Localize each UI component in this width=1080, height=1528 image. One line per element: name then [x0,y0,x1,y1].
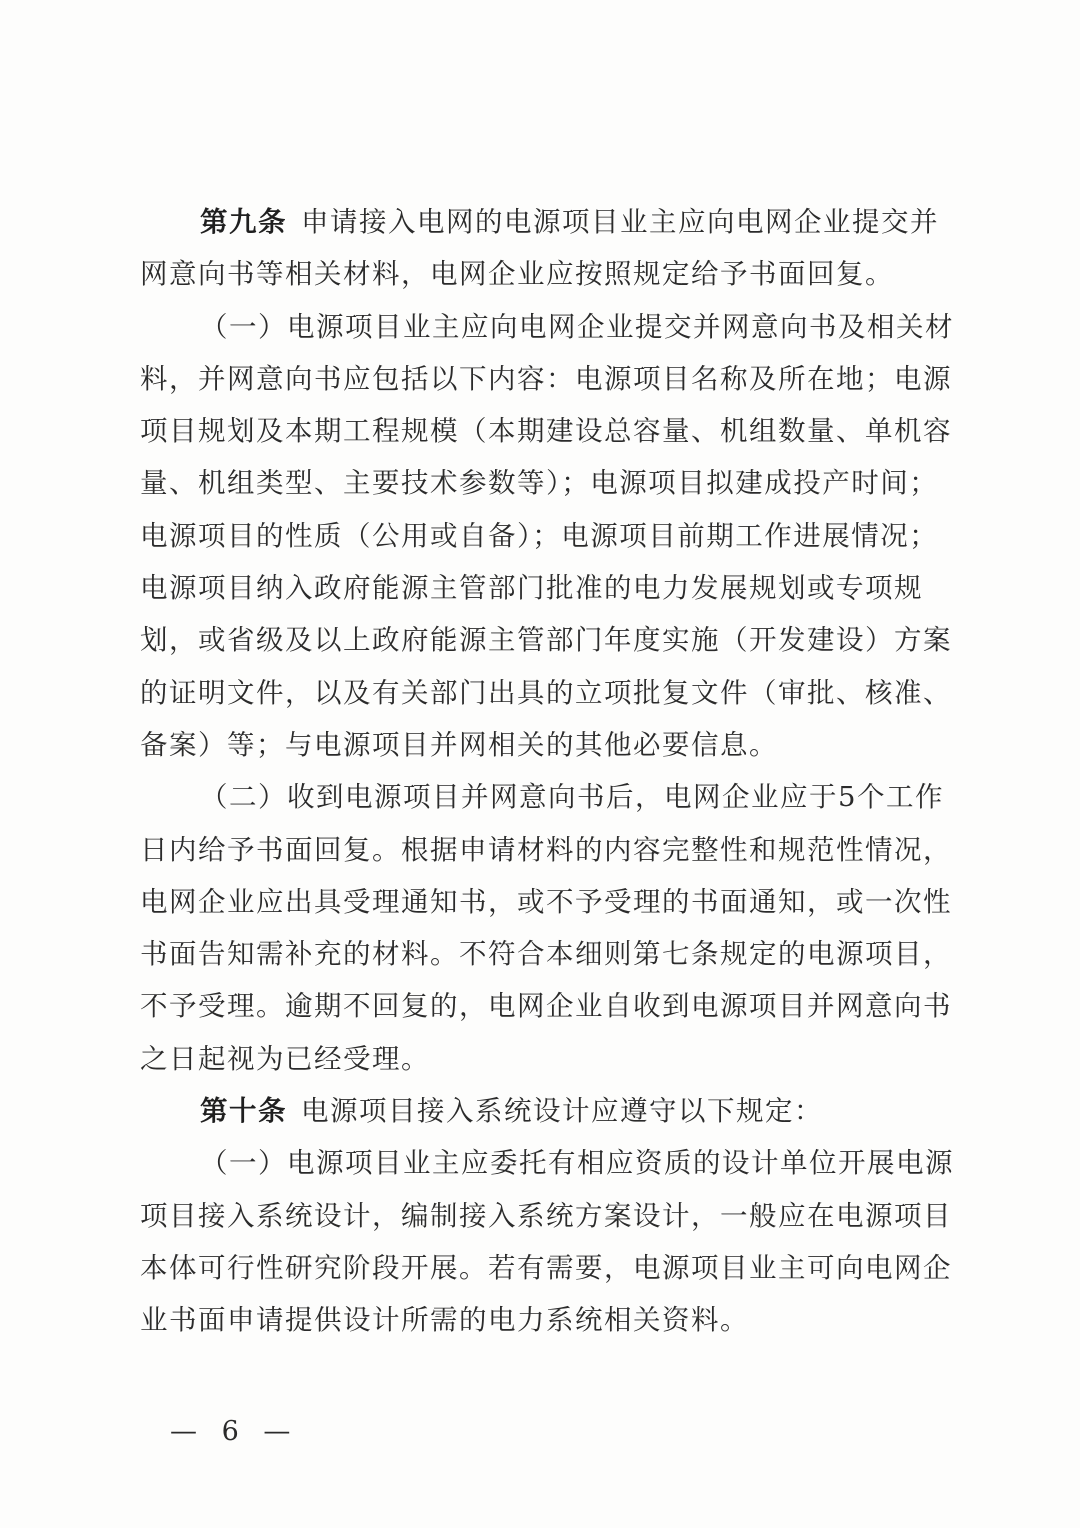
article-9-item-2-line: 书面告知需补充的材料。不符合本细则第七条规定的电源项目， [140,938,952,971]
article-9-item-1-line: 项目规划及本期工程规模（本期建设总容量、机组数量、单机容 [140,415,952,448]
article-9-item-2-line: 电网企业应出具受理通知书，或不予受理的书面通知，或一次性 [140,885,952,918]
article-9-line-1 [140,196,945,248]
article-9-item-2-line: 日内给予书面回复。根据申请材料的内容完整性和规范性情况， [140,833,952,866]
article-9-item-1-line: 电源项目的性质（公用或自备）；电源项目前期工作进展情况； [140,519,939,552]
article-9-heading: 第九条 [200,206,287,238]
article-9-item-1-line: 的证明文件，以及有关部门出具的立项批复文件（审批、核准、 [140,676,952,709]
article-9-item-1-line: 划，或省级及以上政府能源主管部门年度实施（开发建设）方案 [140,624,952,657]
article-9-text: 申请接入电网的电源项目业主应向电网企业提交并 [301,206,939,238]
article-10-item-1-line: 本体可行性研究阶段开展。若有需要，电源项目业主可向电网企 [140,1251,952,1284]
article-10-text: 电源项目接入系统设计应遵守以下规定： [301,1095,823,1128]
article-9-item-1-line: （一）电源项目业主应向电网企业提交并网意向书及相关材 [200,310,954,343]
article-9-item-2-line: 之日起视为已经受理。 [140,1042,430,1075]
article-10-item-1-line: 业书面申请提供设计所需的电力系统相关资料。 [140,1304,749,1337]
article-9-item-2-line: （二）收到电源项目并网意向书后，电网企业应于5个工作 [200,781,944,814]
article-9-item-1-line: 量、机组类型、主要技术参数等）；电源项目拟建成投产时间； [140,467,939,500]
document-body [140,196,954,1347]
article-9-line-2: 网意向书等相关材料，电网企业应按照规定给予书面回复。 [140,258,894,291]
article-10-item-1-line: （一）电源项目业主应委托有相应资质的设计单位开展电源 [200,1147,954,1180]
article-10-line-1 [140,1085,945,1137]
article-9-item-1-line: 电源项目纳入政府能源主管部门批准的电力发展规划或专项规 [140,572,923,605]
article-10-heading: 第十条 [200,1095,287,1128]
article-9-item-1-line: 料，并网意向书应包括以下内容：电源项目名称及所在地；电源 [140,362,952,395]
article-9-item-1-line: 备案）等；与电源项目并网相关的其他必要信息。 [140,728,778,761]
article-9-item-2-line: 不予受理。逾期不回复的，电网企业自收到电源项目并网意向书 [140,990,952,1023]
article-10-item-1-line: 项目接入系统设计，编制接入系统方案设计，一般应在电源项目 [140,1199,952,1232]
page-number: — 6 — [170,1416,299,1447]
